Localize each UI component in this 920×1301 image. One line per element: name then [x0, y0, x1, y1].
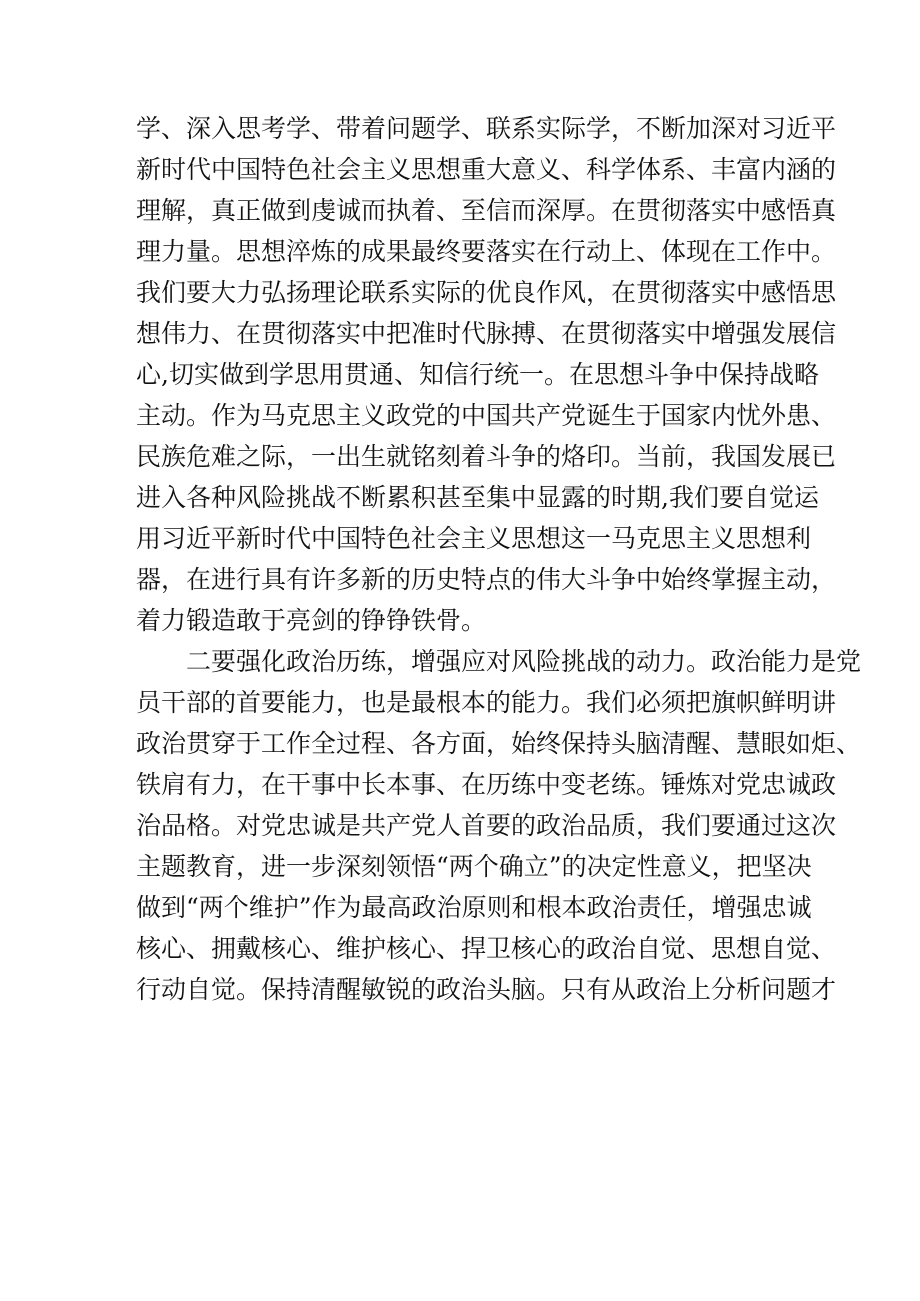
text-line: 器，在进行具有许多新的历史特点的伟大斗争中始终掌握主动， — [136, 565, 837, 594]
text-line: 主题教育，进一步深刻领悟“两个确立”的决定性意义，把坚决 — [136, 852, 812, 881]
text-line: 想伟力、在贯彻落实中把准时代脉搏、在贯彻落实中增强发展信 — [136, 319, 837, 348]
text-line: 员干部的首要能力，也是最根本的能力。我们必须把旗帜鲜明讲 — [136, 688, 837, 717]
text-line: 学、深入思考学、带着问题学、联系实际学，不断加深对习近平 — [136, 114, 837, 143]
text-line: 核心、拥戴核心、维护核心、捍卫核心的政治自觉、思想自觉、 — [136, 934, 837, 963]
text-line: 进入各种风险挑战不断累积甚至集中显露的时期,我们要自觉运 — [136, 483, 819, 512]
text-line: 民族危难之际，一出生就铭刻着斗争的烙印。当前，我国发展已 — [136, 442, 837, 471]
paragraph-first-line: 二要强化政治历练，增强应对风险挑战的动力。政治能力是党 — [136, 647, 862, 676]
text-line: 治品格。对党忠诚是共产党人首要的政治品质，我们要通过这次 — [136, 811, 837, 840]
text-line: 新时代中国特色社会主义思想重大意义、科学体系、丰富内涵的 — [136, 155, 837, 184]
text-line: 做到“两个维护”作为最高政治原则和根本政治责任，增强忠诚 — [136, 893, 812, 922]
text-line: 用习近平新时代中国特色社会主义思想这一马克思主义思想利 — [136, 524, 812, 553]
text-line: 政治贯穿于工作全过程、各方面，始终保持头脑清醒、慧眼如炬、 — [136, 729, 862, 758]
text-line: 行动自觉。保持清醒敏锐的政治头脑。只有从政治上分析问题才 — [136, 975, 837, 1004]
text-line: 我们要大力弘扬理论联系实际的优良作风，在贯彻落实中感悟思 — [136, 278, 837, 307]
text-line: 主动。作为马克思主义政党的中国共产党诞生于国家内忧外患、 — [136, 401, 837, 430]
text-line: 理解，真正做到虔诚而执着、至信而深厚。在贯彻落实中感悟真 — [136, 196, 837, 225]
text-line: 铁肩有力，在干事中长本事、在历练中变老练。锤炼对党忠诚政 — [136, 770, 837, 799]
text-line: 着力锻造敢于亮剑的铮铮铁骨。 — [136, 606, 487, 635]
text-line: 理力量。思想淬炼的成果最终要落实在行动上、体现在工作中。 — [136, 237, 837, 266]
document-body — [136, 108, 862, 1010]
text-line: 心,切实做到学思用贯通、知信行统一。在思想斗争中保持战略 — [136, 360, 819, 389]
